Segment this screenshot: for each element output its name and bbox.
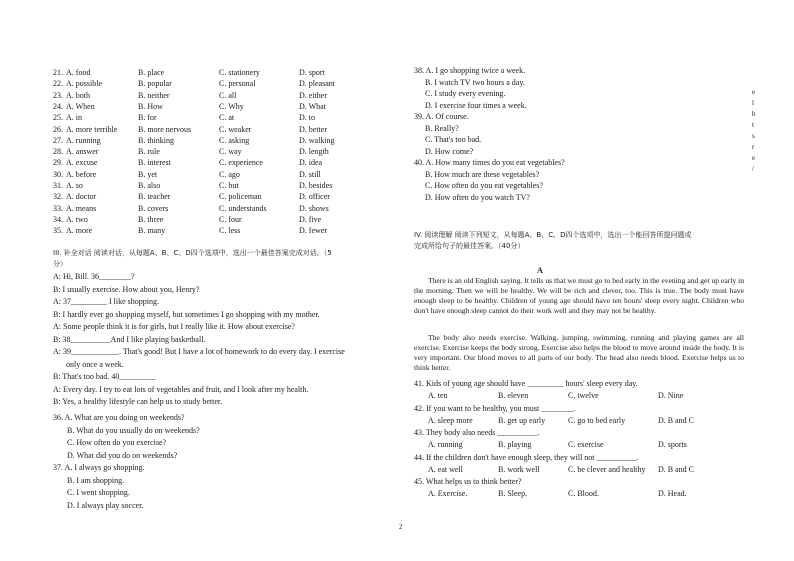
option-a: A. possible: [66, 79, 102, 89]
option-c: C. ago: [219, 169, 240, 179]
option-c: C. but: [219, 181, 239, 190]
edge-char: r: [752, 143, 755, 151]
dialogue-line: A: Some people think it is for girls, but I really like it. How about exercise?: [53, 322, 295, 331]
reading-question-stem: 42. If you want to be healthy, you must ________.: [414, 403, 576, 413]
dialogue-line: B: I usually exercise. How about you, Henry?: [53, 284, 200, 294]
reading-option-b: B. get up early: [498, 415, 546, 425]
question-option: D. I exercise four times a week.: [425, 100, 527, 110]
dialogue-line: only once a week.: [66, 359, 124, 369]
option-b: B. place: [138, 68, 165, 77]
option-b: B. three: [138, 214, 164, 224]
option-c: C. asking: [219, 135, 250, 145]
reading-option-a: A. Exercise.: [428, 489, 468, 498]
dialogue-line: B: Yes, a healthy lifestyle can help us to study better.: [53, 397, 223, 406]
option-c: C. all: [219, 90, 237, 100]
question-option: B. I am shopping.: [67, 475, 125, 485]
option-c: C. four: [219, 214, 242, 224]
reading-option-c: C. Blood.: [568, 489, 599, 498]
option-b: B. popular: [138, 79, 172, 89]
option-a: A. both: [66, 90, 90, 100]
option-number: 29.: [53, 158, 63, 168]
option-b: B. rule: [138, 147, 160, 157]
dialogue-line: A: Hi, Bill. 36________?: [53, 272, 135, 281]
dialogue-line: A: Every day. I try to eat lots of vegetables and fruit, and I look after my health.: [53, 384, 309, 394]
option-c: C. policeman: [219, 192, 262, 202]
question-option: 38. A. I go shopping twice a week.: [414, 66, 526, 75]
reading-option-a: A. running: [428, 440, 463, 449]
passage-paragraph: There is an old English saying. It tells us that we must go to bed early in the evening and get up early in the morning. Then we will be healthy. We will be rich and clever, too. This is true. The body must have enough sleep to be healthy. Children of young age should have ten hours' sleep every night. Children who don't have enough sleep cannot do their work well and they may not be healthy.: [414, 276, 744, 315]
option-d: D. What: [299, 101, 326, 111]
question-option: C. How often do you exercise?: [67, 438, 167, 447]
option-b: B. neither: [138, 90, 170, 100]
option-d: D. better: [299, 124, 327, 134]
page-number: 2: [399, 523, 403, 531]
option-d: D. five: [299, 214, 322, 224]
option-c: C. stationery: [219, 68, 260, 77]
option-a: A. excuse: [66, 158, 98, 168]
reading-option-d: D. Nine: [658, 391, 684, 400]
question-option: D. How come?: [425, 146, 474, 156]
question-option: D. What did you do on weekends?: [67, 450, 178, 460]
reading-option-d: D. sports: [658, 440, 687, 449]
question-option: B. What do you usually do on weekends?: [67, 425, 200, 435]
option-c: C. way: [219, 147, 242, 157]
reading-option-c: C. twelve: [568, 391, 599, 400]
edge-char: t: [752, 121, 754, 129]
dialogue-line: B: 38__________And I like playing basketball.: [53, 334, 206, 344]
option-d: D. besides: [299, 181, 333, 190]
reading-option-a: A. sleep more: [428, 415, 473, 425]
option-c: C. weaker: [219, 124, 252, 134]
reading-option-b: B. Sleep.: [498, 489, 528, 498]
option-a: A. food: [66, 68, 91, 77]
reading-option-c: C. exercise: [568, 440, 604, 449]
reading-question-stem: 43. They body also needs __________.: [414, 428, 540, 437]
question-option: B. I watch TV two hours a day.: [425, 77, 525, 87]
reading-option-a: A. eat well: [428, 464, 463, 474]
option-d: D. either: [299, 90, 327, 100]
option-a: A. in: [66, 113, 82, 123]
dialogue-line: A: 39____________. That's good! But I have a lot of homework to do every day. I exercise: [53, 347, 345, 356]
option-d: D. sport: [299, 68, 325, 77]
option-number: 30.: [53, 169, 63, 179]
option-d: D. walking: [299, 135, 335, 145]
option-a: A. so: [66, 181, 83, 190]
option-d: D. shows: [299, 203, 329, 213]
option-b: B. teacher: [138, 192, 171, 202]
option-b: B. thinking: [138, 135, 175, 145]
reading-option-d: D. B and C: [658, 464, 694, 474]
option-number: 25.: [53, 113, 63, 123]
option-c: C. less: [219, 226, 241, 236]
option-b: B. also: [138, 181, 161, 190]
question-option: 39. A. Of course.: [414, 112, 469, 121]
option-d: D. length: [299, 147, 329, 157]
question-option: B. How much are these vegetables?: [425, 169, 540, 179]
section-4-header: IV. 阅读理解 阅读下列短文，从每题A、B、C、D四个选项中，选出一个能回答所提问题或: [414, 231, 692, 239]
reading-question-stem: 44. If the children don't have enough sleep, they will not __________.: [414, 452, 639, 462]
option-b: B. many: [138, 226, 166, 236]
option-number: 31.: [53, 181, 63, 190]
reading-question-stem: 45. What helps us to think better?: [414, 477, 522, 486]
reading-option-a: A. ten: [428, 391, 448, 400]
dialogue-line: B: I hardly ever go shopping myself, but sometimes I go shopping with my mother.: [53, 309, 320, 319]
edge-char: s: [752, 132, 755, 140]
option-a: A. means: [66, 203, 97, 213]
option-a: A. answer: [66, 147, 99, 157]
question-option: 40. A. How many times do you eat vegetables?: [414, 158, 565, 167]
option-d: D. idea: [299, 158, 323, 168]
edge-char: /: [752, 165, 754, 173]
question-option: C. I went shopping.: [67, 488, 130, 497]
reading-option-c: C. go to bed early: [568, 415, 626, 425]
option-b: B. yet: [138, 169, 158, 179]
passage-paragraph: The body also needs exercise. Walking, jumping, swimming, running and playing games are all exercise. Exercise keeps the body strong. Exercise also helps the blood to move around inside the body. It is very important. Our blood moves to all parts of our body. The head also needs blood. Exercise helps us to think better.: [414, 333, 744, 372]
reading-option-b: B. eleven: [498, 391, 529, 400]
option-number: 27.: [53, 135, 63, 145]
option-number: 22.: [53, 79, 63, 89]
question-option: C. I study every evening.: [425, 89, 506, 98]
option-b: B. interest: [138, 158, 171, 168]
option-number: 21.: [53, 68, 63, 77]
reading-option-d: D. Head.: [658, 489, 687, 498]
option-number: 24.: [53, 101, 63, 111]
option-a: A. more: [66, 226, 93, 236]
section-4-header-cont: 完成所给句子的最佳答案。（40分）: [414, 242, 525, 250]
question-option: D. I always play soccer.: [67, 500, 144, 510]
option-a: A. more terrible: [66, 124, 118, 134]
option-c: C. understands: [219, 203, 267, 213]
section-3-header-cont: 分）: [53, 260, 67, 268]
option-number: 23.: [53, 90, 63, 100]
option-a: A. running: [66, 135, 101, 145]
option-c: C. Why: [219, 101, 244, 111]
question-option: 37. A. I always go shopping.: [53, 463, 145, 472]
question-option: C. How often do you eat vegetables?: [425, 181, 543, 190]
option-c: C. personal: [219, 79, 256, 89]
option-b: B. more nervous: [138, 124, 192, 134]
option-number: 26.: [53, 124, 63, 134]
option-number: 32.: [53, 192, 63, 202]
edge-char: l: [752, 99, 754, 107]
reading-option-b: B. work well: [498, 464, 540, 474]
reading-option-c: C. be clever and healthy: [568, 464, 646, 474]
question-option: C. That's too bad.: [425, 135, 482, 144]
question-option: 36. A. What are you doing on weekends?: [53, 413, 185, 422]
option-b: B. for: [138, 113, 157, 123]
option-c: C. experience: [219, 158, 263, 168]
option-a: A. before: [66, 169, 97, 179]
option-a: A. When: [66, 101, 95, 111]
option-c: C. at: [219, 113, 235, 123]
edge-char: e: [752, 154, 756, 162]
section-3-header: III. 补全对话 阅读对话，从每题A、B、C、D四个选项中，选出一个最佳答案完成对话。（5: [53, 249, 332, 257]
reading-question-stem: 41. Kids of young age should have _________ hours' sleep every day.: [414, 379, 638, 388]
option-number: 28.: [53, 147, 63, 157]
edge-char: e: [752, 88, 756, 96]
option-a: A. two: [66, 214, 88, 224]
option-b: B. covers: [138, 203, 169, 213]
option-d: D. still: [299, 169, 321, 179]
option-d: D. officer: [299, 192, 330, 202]
option-d: D. pleasant: [299, 79, 335, 89]
option-d: D. fewer: [299, 226, 327, 236]
edge-char: b: [752, 110, 756, 118]
option-number: 35.: [53, 226, 63, 236]
option-b: B. How: [138, 101, 163, 111]
passage-title: A: [537, 266, 543, 275]
reading-option-b: B. playing: [498, 440, 532, 449]
option-number: 34.: [53, 214, 63, 224]
option-number: 33.: [53, 203, 63, 213]
dialogue-line: B: That's too bad. 40_________: [53, 372, 156, 381]
question-option: D. How often do you watch TV?: [425, 192, 530, 202]
question-option: B. Really?: [425, 123, 459, 133]
reading-option-d: D. B and C: [658, 415, 694, 425]
option-d: D. to: [299, 113, 315, 123]
option-a: A. doctor: [66, 192, 97, 202]
dialogue-line: A: 37_________ I like shopping.: [53, 297, 159, 306]
